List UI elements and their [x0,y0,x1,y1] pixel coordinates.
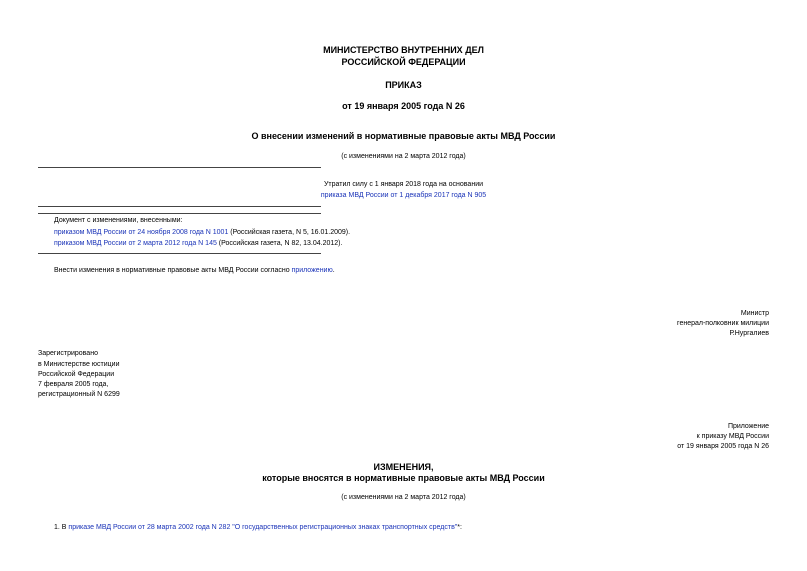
signature-position: Министр [740,310,769,317]
registration-line: 7 февраля 2005 года, [38,381,109,388]
changes-item [54,238,342,249]
appendix-link[interactable]: приложению [291,267,333,274]
appendix-item-prefix: 1. В [54,524,69,531]
changes-item-source: (Российская газета, N 5, 16.01.2009). [228,229,351,236]
appendix-title: ИЗМЕНЕНИЯ, [373,462,434,472]
registration-line: регистрационный N 6299 [38,391,120,398]
body-end: . [332,267,335,274]
amend-note: (с изменениями на 2 марта 2012 года) [341,153,466,160]
registration-line: в Министерстве юстиции [38,361,120,368]
doc-type: ПРИКАЗ [385,80,422,90]
expired-note: Утратил силу с 1 января 2018 года на основании [323,181,484,188]
appendix-item-suffix: *: [457,524,462,531]
appendix-to: к приказу МВД России [696,433,769,440]
registration-line: Зарегистрировано [38,350,98,357]
doc-title: О внесении изменений в нормативные правовые акты МВД России [251,131,556,141]
changes-item-source: (Российская газета, N 82, 13.04.2012). [216,240,343,247]
divider [38,253,321,254]
ministry-line-1: МИНИСТЕРСТВО ВНУТРЕННИХ ДЕЛ [323,45,484,55]
appendix-amend-note: (с изменениями на 2 марта 2012 года) [341,494,466,501]
divider [38,213,321,214]
doc-date-number: от 19 января 2005 года N 26 [342,101,465,111]
signature-rank: генерал-полковник милиции [677,320,769,327]
expired-link[interactable]: приказа МВД России от 1 декабря 2017 года N 905 [320,192,487,199]
appendix-subtitle: которые вносятся в нормативные правовые акты МВД России [262,473,545,483]
body-paragraph [54,265,335,276]
signature-name: Р.Нургалиев [729,330,769,337]
appendix-label: Приложение [727,423,769,430]
changes-item-link[interactable]: приказом МВД России от 2 марта 2012 года N 145 [54,240,217,247]
divider [38,206,321,207]
changes-intro: Документ с изменениями, внесенными: [54,217,183,224]
appendix-date: от 19 января 2005 года N 26 [677,443,769,450]
changes-item [54,227,350,238]
divider [38,167,321,168]
body-text: Внести изменения в нормативные правовые акты МВД России согласно [54,267,292,274]
ministry-line-2: РОССИЙСКОЙ ФЕДЕРАЦИИ [341,57,466,67]
registration-line: Российской Федерации [38,371,115,378]
changes-item-link[interactable]: приказом МВД России от 24 ноября 2008 года N 1001 [54,229,229,236]
appendix-item [54,522,462,533]
appendix-item-link[interactable]: приказе МВД России от 28 марта 2002 года N 282 "О государственных регистрационных знаках транспортных средств" [68,524,458,531]
